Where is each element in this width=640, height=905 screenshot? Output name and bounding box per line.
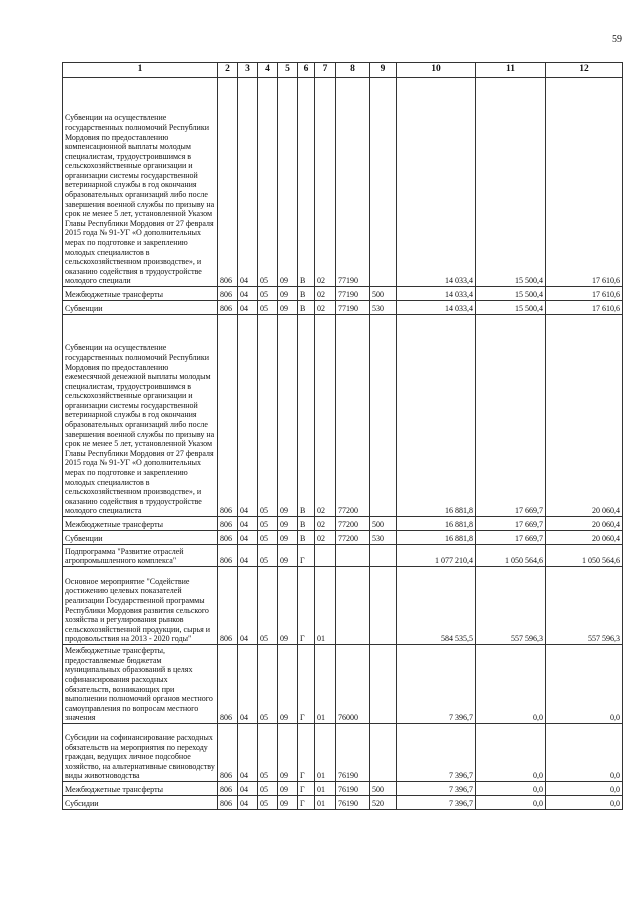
header-cell: 7 — [315, 63, 336, 78]
subprogram-code-cell: В — [298, 315, 315, 517]
direction-code-cell — [336, 567, 370, 645]
subsection-code-cell: 05 — [258, 545, 278, 567]
table-row — [63, 517, 623, 531]
program-code-cell: 09 — [278, 315, 298, 517]
section-code-cell: 04 — [238, 567, 258, 645]
header-cell: 4 — [258, 63, 278, 78]
subprogram-code-cell: Г — [298, 782, 315, 796]
header-cell: 11 — [476, 63, 546, 78]
activity-code-cell: 02 — [315, 78, 336, 287]
amount-2018-cell: 14 033,4 — [397, 301, 476, 315]
ministry-code-cell: 806 — [218, 531, 238, 545]
amount-2019-cell: 0,0 — [476, 724, 546, 782]
amount-2020-cell: 20 060,4 — [546, 517, 623, 531]
expense-type-cell: 500 — [370, 287, 397, 301]
program-code-cell: 09 — [278, 645, 298, 724]
expense-name-cell: Субвенции — [63, 301, 218, 315]
expense-type-cell — [370, 645, 397, 724]
program-code-cell: 09 — [278, 724, 298, 782]
amount-2019-cell: 0,0 — [476, 645, 546, 724]
amount-2020-cell: 20 060,4 — [546, 531, 623, 545]
direction-code-cell: 77200 — [336, 315, 370, 517]
table-row — [63, 782, 623, 796]
header-cell: 6 — [298, 63, 315, 78]
direction-code-cell: 77190 — [336, 287, 370, 301]
program-code-cell: 09 — [278, 782, 298, 796]
expense-name-cell: Субсидии на софинансирование расходных обязательств на мероприятия по переходу граждан, ведущих личное подсобное хозяйство, на альтернативные свиноводству виды животноводства — [63, 724, 218, 782]
program-code-cell: 09 — [278, 567, 298, 645]
subsection-code-cell: 05 — [258, 782, 278, 796]
subsection-code-cell: 05 — [258, 645, 278, 724]
ministry-code-cell: 806 — [218, 796, 238, 810]
expense-type-cell — [370, 724, 397, 782]
amount-2019-cell: 0,0 — [476, 782, 546, 796]
expense-name-cell: Межбюджетные трансферты, предоставляемые бюджетам муниципальных образований в целях софинансирования расходных обязательств, возникающих при выполнении полномочий органов местного самоуправления по вопросам местного значения — [63, 645, 218, 724]
budget-table — [62, 62, 623, 810]
amount-2019-cell: 0,0 — [476, 796, 546, 810]
subprogram-code-cell: Г — [298, 796, 315, 810]
direction-code-cell: 76190 — [336, 796, 370, 810]
program-code-cell: 09 — [278, 287, 298, 301]
section-code-cell: 04 — [238, 531, 258, 545]
amount-2020-cell: 17 610,6 — [546, 287, 623, 301]
expense-name-cell: Субвенции на осуществление государственных полномочий Республики Мордовия по предоставлению ежемесячной денежной выплаты молодым специалистам, трудоустроившимся в сельскохозяйственные организации и организации системы государственной ветеринарной службы в год окончания образовательных организаций либо после завершения военной службы по призыву на срок не менее 5 лет, установленной Указом Главы Республики Мордовия от 27 февраля 2015 года № 91-УГ «О дополнительных мерах по подготовке и закреплению молодых специалистов в сельскохозяйственном производстве», и оказанию содействия в трудоустройстве молодого специалиста — [63, 315, 218, 517]
amount-2019-cell: 15 500,4 — [476, 78, 546, 287]
table-row — [63, 531, 623, 545]
ministry-code-cell: 806 — [218, 567, 238, 645]
subprogram-code-cell: Г — [298, 545, 315, 567]
section-code-cell: 04 — [238, 545, 258, 567]
direction-code-cell: 76190 — [336, 782, 370, 796]
table-row — [63, 545, 623, 567]
header-cell: 12 — [546, 63, 623, 78]
activity-code-cell: 02 — [315, 315, 336, 517]
activity-code-cell: 02 — [315, 301, 336, 315]
section-code-cell: 04 — [238, 782, 258, 796]
expense-type-cell: 520 — [370, 796, 397, 810]
header-cell: 2 — [218, 63, 238, 78]
header-cell: 8 — [336, 63, 370, 78]
ministry-code-cell: 806 — [218, 517, 238, 531]
expense-type-cell — [370, 315, 397, 517]
ministry-code-cell: 806 — [218, 545, 238, 567]
direction-code-cell: 76190 — [336, 724, 370, 782]
expense-type-cell: 530 — [370, 531, 397, 545]
amount-2020-cell: 20 060,4 — [546, 315, 623, 517]
subprogram-code-cell: В — [298, 301, 315, 315]
program-code-cell: 09 — [278, 78, 298, 287]
section-code-cell: 04 — [238, 301, 258, 315]
amount-2018-cell: 7 396,7 — [397, 796, 476, 810]
subsection-code-cell: 05 — [258, 301, 278, 315]
subprogram-code-cell: Г — [298, 567, 315, 645]
direction-code-cell: 76000 — [336, 645, 370, 724]
page-number: 59 — [612, 34, 622, 45]
subprogram-code-cell: В — [298, 517, 315, 531]
expense-type-cell — [370, 545, 397, 567]
subsection-code-cell: 05 — [258, 567, 278, 645]
amount-2020-cell: 0,0 — [546, 645, 623, 724]
table-row — [63, 78, 623, 287]
activity-code-cell — [315, 545, 336, 567]
expense-type-cell — [370, 78, 397, 287]
amount-2018-cell: 584 535,5 — [397, 567, 476, 645]
subsection-code-cell: 05 — [258, 315, 278, 517]
ministry-code-cell: 806 — [218, 301, 238, 315]
program-code-cell: 09 — [278, 517, 298, 531]
amount-2019-cell: 17 669,7 — [476, 517, 546, 531]
amount-2020-cell: 0,0 — [546, 724, 623, 782]
direction-code-cell: 77200 — [336, 531, 370, 545]
subprogram-code-cell: В — [298, 531, 315, 545]
section-code-cell: 04 — [238, 78, 258, 287]
activity-code-cell: 01 — [315, 796, 336, 810]
amount-2018-cell: 7 396,7 — [397, 645, 476, 724]
activity-code-cell: 02 — [315, 517, 336, 531]
direction-code-cell — [336, 545, 370, 567]
table-row — [63, 724, 623, 782]
table-row — [63, 287, 623, 301]
expense-type-cell: 530 — [370, 301, 397, 315]
expense-name-cell: Субвенции — [63, 531, 218, 545]
expense-type-cell — [370, 567, 397, 645]
amount-2018-cell: 14 033,4 — [397, 287, 476, 301]
program-code-cell: 09 — [278, 301, 298, 315]
amount-2018-cell: 16 881,8 — [397, 531, 476, 545]
subprogram-code-cell: Г — [298, 724, 315, 782]
direction-code-cell: 77200 — [336, 517, 370, 531]
header-cell: 1 — [63, 63, 218, 78]
expense-name-cell: Подпрограмма "Развитие отраслей агропромышленного комплекса" — [63, 545, 218, 567]
amount-2018-cell: 14 033,4 — [397, 78, 476, 287]
activity-code-cell: 02 — [315, 287, 336, 301]
subprogram-code-cell: В — [298, 287, 315, 301]
expense-name-cell: Основное мероприятие "Содействие достижению целевых показателей реализации Государственной программы Республики Мордовия развития сельского хозяйства и регулирования рынков сельскохозяйственной продукции, сырья и продовольствия на 2013 - 2020 годы" — [63, 567, 218, 645]
subsection-code-cell: 05 — [258, 517, 278, 531]
activity-code-cell: 01 — [315, 645, 336, 724]
amount-2018-cell: 16 881,8 — [397, 517, 476, 531]
amount-2020-cell: 1 050 564,6 — [546, 545, 623, 567]
section-code-cell: 04 — [238, 645, 258, 724]
amount-2020-cell: 17 610,6 — [546, 78, 623, 287]
section-code-cell: 04 — [238, 724, 258, 782]
table-row — [63, 301, 623, 315]
program-code-cell: 09 — [278, 545, 298, 567]
amount-2019-cell: 1 050 564,6 — [476, 545, 546, 567]
activity-code-cell: 01 — [315, 724, 336, 782]
ministry-code-cell: 806 — [218, 645, 238, 724]
expense-name-cell: Межбюджетные трансферты — [63, 782, 218, 796]
header-cell: 10 — [397, 63, 476, 78]
subsection-code-cell: 05 — [258, 796, 278, 810]
section-code-cell: 04 — [238, 315, 258, 517]
expense-name-cell: Межбюджетные трансферты — [63, 517, 218, 531]
amount-2020-cell: 17 610,6 — [546, 301, 623, 315]
table-row — [63, 645, 623, 724]
expense-name-cell: Субвенции на осуществление государственных полномочий Республики Мордовия по предоставлению компенсационной выплаты молодым специалистам, трудоустроившимся в сельскохозяйственные организации и организации системы государственной ветеринарной службы в год окончания образовательных организаций либо после завершения военной службы по призыву на срок не менее 5 лет, установленной Указом Главы Республики Мордовия от 27 февраля 2015 года № 91-УГ «О дополнительных мерах по подготовке и закреплению молодых специалистов в сельскохозяйственном производстве», и оказанию содействия в трудоустройстве молодого специали — [63, 78, 218, 287]
subsection-code-cell: 05 — [258, 724, 278, 782]
ministry-code-cell: 806 — [218, 78, 238, 287]
amount-2019-cell: 17 669,7 — [476, 315, 546, 517]
ministry-code-cell: 806 — [218, 724, 238, 782]
section-code-cell: 04 — [238, 517, 258, 531]
expense-type-cell: 500 — [370, 782, 397, 796]
activity-code-cell: 01 — [315, 567, 336, 645]
header-row — [63, 63, 623, 78]
section-code-cell: 04 — [238, 796, 258, 810]
header-cell: 3 — [238, 63, 258, 78]
subsection-code-cell: 05 — [258, 78, 278, 287]
header-cell: 9 — [370, 63, 397, 78]
amount-2018-cell: 1 077 210,4 — [397, 545, 476, 567]
expense-name-cell: Субсидии — [63, 796, 218, 810]
program-code-cell: 09 — [278, 531, 298, 545]
header-cell: 5 — [278, 63, 298, 78]
amount-2019-cell: 15 500,4 — [476, 301, 546, 315]
subprogram-code-cell: В — [298, 78, 315, 287]
amount-2020-cell: 0,0 — [546, 782, 623, 796]
table-row — [63, 315, 623, 517]
amount-2018-cell: 7 396,7 — [397, 782, 476, 796]
program-code-cell: 09 — [278, 796, 298, 810]
ministry-code-cell: 806 — [218, 315, 238, 517]
amount-2018-cell: 7 396,7 — [397, 724, 476, 782]
amount-2019-cell: 557 596,3 — [476, 567, 546, 645]
activity-code-cell: 02 — [315, 531, 336, 545]
expense-type-cell: 500 — [370, 517, 397, 531]
activity-code-cell: 01 — [315, 782, 336, 796]
table-row — [63, 567, 623, 645]
direction-code-cell: 77190 — [336, 78, 370, 287]
subsection-code-cell: 05 — [258, 531, 278, 545]
section-code-cell: 04 — [238, 287, 258, 301]
ministry-code-cell: 806 — [218, 287, 238, 301]
amount-2020-cell: 557 596,3 — [546, 567, 623, 645]
subsection-code-cell: 05 — [258, 287, 278, 301]
table-row — [63, 796, 623, 810]
amount-2019-cell: 15 500,4 — [476, 287, 546, 301]
amount-2018-cell: 16 881,8 — [397, 315, 476, 517]
direction-code-cell: 77190 — [336, 301, 370, 315]
expense-name-cell: Межбюджетные трансферты — [63, 287, 218, 301]
ministry-code-cell: 806 — [218, 782, 238, 796]
subprogram-code-cell: Г — [298, 645, 315, 724]
amount-2019-cell: 17 669,7 — [476, 531, 546, 545]
amount-2020-cell: 0,0 — [546, 796, 623, 810]
